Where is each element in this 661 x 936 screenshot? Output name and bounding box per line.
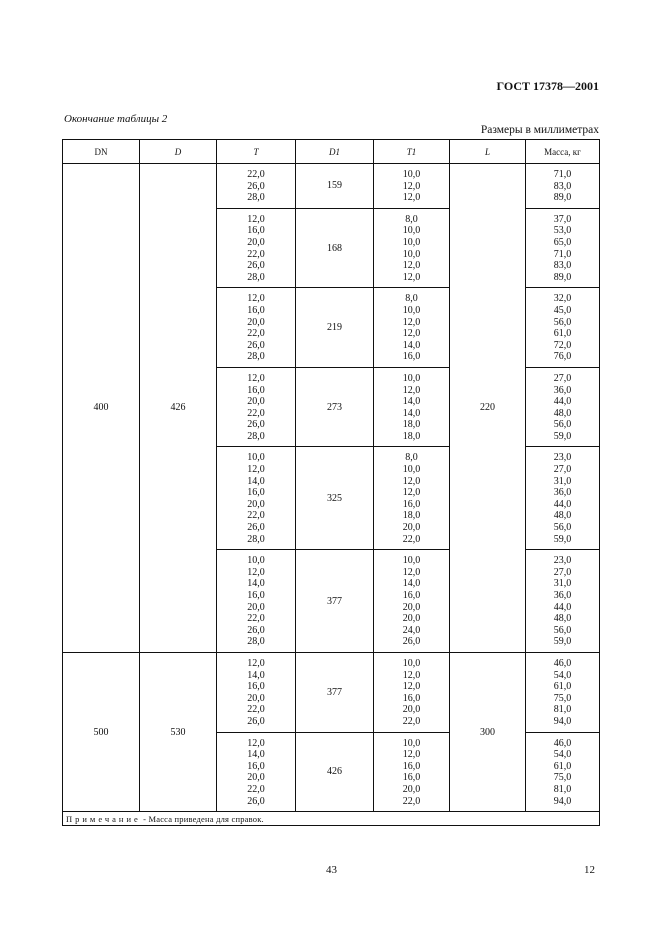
- t-cell-value: 12,0: [247, 213, 265, 225]
- t1-cell-value: 8,0: [405, 452, 418, 464]
- mass-cell-value: 46,0: [553, 657, 572, 669]
- t1-cell-value: 20,0: [402, 783, 421, 795]
- t1-cell-value: 18,0: [402, 419, 421, 431]
- mass-cell-value: 45,0: [553, 304, 572, 316]
- t1-cell: [374, 652, 450, 732]
- mass-cell-value: 65,0: [553, 236, 572, 248]
- t1-cell-value: 10,0: [402, 737, 421, 749]
- t1-cell-value: 10,0: [402, 236, 421, 248]
- mass-cell: [526, 652, 600, 732]
- t-cell-value: 16,0: [247, 384, 265, 396]
- mass-cell-value: 48,0: [553, 510, 572, 522]
- mass-cell-value: 94,0: [553, 795, 572, 807]
- table-row: [63, 652, 600, 732]
- mass-cell-value: 83,0: [553, 260, 572, 272]
- mass-cell-value: 31,0: [553, 475, 572, 487]
- t1-cell-value: 22,0: [402, 795, 421, 807]
- t-cell-value: 28,0: [247, 192, 265, 204]
- t1-cell-value: 10,0: [402, 464, 421, 476]
- t-cell-value: 16,0: [247, 304, 265, 316]
- d-cell: 530: [140, 652, 217, 811]
- t1-cell: [374, 732, 450, 812]
- mass-cell-value: 27,0: [553, 464, 572, 476]
- t1-cell-value: 16,0: [402, 498, 421, 510]
- t1-cell-value: 16,0: [402, 772, 421, 784]
- mass-cell-value: 48,0: [553, 407, 572, 419]
- mass-cell-value: 56,0: [553, 624, 572, 636]
- mass-cell-value: 32,0: [553, 293, 572, 305]
- t1-cell: [374, 208, 450, 288]
- mass-cell-value: 23,0: [553, 452, 572, 464]
- t-cell-value: 28,0: [247, 271, 265, 283]
- t-cell-value: 28,0: [247, 351, 265, 363]
- mass-cell-value: 75,0: [553, 692, 572, 704]
- t-cell-value: 22,0: [247, 328, 265, 340]
- t1-cell-value: 18,0: [402, 510, 421, 522]
- t1-cell: [374, 288, 450, 368]
- mass-cell-value: 59,0: [553, 430, 572, 442]
- t-cell-value: 28,0: [247, 636, 265, 648]
- l-cell: 300: [450, 652, 526, 811]
- t-cell-value: 16,0: [247, 590, 265, 601]
- t1-cell-value: 24,0: [402, 624, 421, 636]
- t-cell-value: 28,0: [247, 533, 265, 545]
- note-text: - Масса приведена для справок.: [140, 813, 264, 824]
- d1-cell: 377: [296, 550, 374, 653]
- mass-cell-value: 59,0: [553, 636, 572, 648]
- mass-cell-value: 72,0: [553, 339, 572, 351]
- dn-cell: 400: [63, 164, 140, 653]
- col-header-l: L: [450, 140, 526, 164]
- t1-cell-value: 14,0: [402, 578, 421, 590]
- t-cell-value: 16,0: [247, 681, 265, 693]
- page-number: 43: [326, 864, 337, 876]
- mass-cell-value: 81,0: [553, 783, 572, 795]
- t-cell-value: 22,0: [247, 169, 265, 180]
- t-cell-value: 14,0: [247, 475, 265, 487]
- t-cell-value: 16,0: [247, 487, 265, 499]
- t-cell-value: 20,0: [247, 772, 265, 784]
- mass-cell-value: 37,0: [553, 213, 572, 225]
- t1-cell-value: 20,0: [402, 522, 421, 534]
- t-cell-value: 10,0: [247, 555, 265, 567]
- mass-cell-value: 81,0: [553, 704, 572, 716]
- col-header-d1: D1: [296, 140, 374, 164]
- t-cell-value: 22,0: [247, 704, 265, 716]
- mass-cell-value: 54,0: [553, 669, 572, 681]
- t1-cell-value: 16,0: [402, 760, 421, 772]
- t1-cell-value: 14,0: [402, 396, 421, 408]
- mass-cell: [526, 164, 600, 209]
- table-note: [63, 812, 600, 826]
- t-cell-value: 26,0: [247, 339, 265, 351]
- table-body: [63, 164, 600, 812]
- t1-cell-value: 12,0: [402, 316, 421, 328]
- t-cell-value: 16,0: [247, 760, 265, 772]
- mass-cell-value: 75,0: [553, 772, 572, 784]
- t-cell-value: 12,0: [247, 657, 265, 669]
- t1-cell: [374, 367, 450, 447]
- mass-cell-value: 44,0: [553, 498, 572, 510]
- t1-cell-value: 12,0: [402, 749, 421, 761]
- t1-cell-value: 12,0: [402, 192, 421, 204]
- mass-cell-value: 61,0: [553, 328, 572, 340]
- t-cell-value: 26,0: [247, 180, 265, 192]
- t-cell-value: 12,0: [247, 566, 265, 578]
- mass-cell-value: 76,0: [553, 351, 572, 363]
- t1-cell-value: 12,0: [402, 475, 421, 487]
- t-cell-value: 14,0: [247, 749, 265, 761]
- t1-cell-value: 26,0: [402, 636, 421, 648]
- t-cell-value: 26,0: [247, 522, 265, 534]
- mass-cell-value: 61,0: [553, 760, 572, 772]
- col-header-t: T: [217, 140, 296, 164]
- t-cell: [217, 288, 296, 368]
- t-cell-value: 20,0: [247, 396, 265, 408]
- mass-cell-value: 36,0: [553, 487, 572, 499]
- t1-cell-value: 10,0: [402, 657, 421, 669]
- d1-cell: 219: [296, 288, 374, 368]
- t1-cell-value: 20,0: [402, 601, 421, 613]
- t-cell-value: 12,0: [247, 464, 265, 476]
- mass-cell-value: 59,0: [553, 533, 572, 545]
- mass-cell-value: 27,0: [553, 566, 572, 578]
- t-cell-value: 12,0: [247, 293, 265, 305]
- t1-cell-value: 16,0: [402, 351, 421, 363]
- t1-cell-value: 10,0: [402, 372, 421, 384]
- t1-cell-value: 20,0: [402, 704, 421, 716]
- d1-cell: 168: [296, 208, 374, 288]
- t-cell-value: 12,0: [247, 372, 265, 384]
- t-cell-value: 10,0: [247, 452, 265, 464]
- t1-cell-value: 10,0: [402, 304, 421, 316]
- t1-cell-value: 8,0: [405, 293, 418, 305]
- t1-cell-value: 12,0: [402, 681, 421, 693]
- t1-cell-value: 14,0: [402, 339, 421, 351]
- t-cell-value: 14,0: [247, 669, 265, 681]
- t-cell-value: 22,0: [247, 510, 265, 522]
- t-cell: [217, 164, 296, 209]
- t1-cell-value: 18,0: [402, 430, 421, 442]
- t1-cell-value: 20,0: [402, 613, 421, 625]
- mass-cell: [526, 367, 600, 447]
- t-cell-value: 28,0: [247, 430, 265, 442]
- mass-cell-value: 56,0: [553, 419, 572, 431]
- mass-cell-value: 46,0: [553, 737, 572, 749]
- t-cell-value: 22,0: [247, 613, 265, 625]
- t-cell-value: 22,0: [247, 248, 265, 260]
- mass-cell: [526, 732, 600, 812]
- t-cell: [217, 550, 296, 653]
- t1-cell-value: 8,0: [405, 213, 418, 225]
- units-label: Размеры в миллиметрах: [480, 124, 599, 136]
- standard-number: ГОСТ 17378—2001: [496, 79, 599, 93]
- mass-cell: [526, 208, 600, 288]
- col-header-d: D: [140, 140, 217, 164]
- t-cell-value: 12,0: [247, 737, 265, 749]
- header-row: [63, 140, 600, 164]
- mass-cell-value: 27,0: [553, 372, 572, 384]
- t1-cell-value: 12,0: [402, 328, 421, 340]
- t-cell-value: 20,0: [247, 498, 265, 510]
- sheet-number: 12: [584, 864, 595, 876]
- t-cell-value: 26,0: [247, 624, 265, 636]
- note-row: [63, 812, 600, 826]
- t-cell: [217, 447, 296, 550]
- t-cell: [217, 652, 296, 732]
- mass-cell-value: 71,0: [553, 169, 572, 180]
- t-cell-value: 22,0: [247, 407, 265, 419]
- t-cell-value: 26,0: [247, 715, 265, 727]
- l-cell: 220: [450, 164, 526, 653]
- mass-cell: [526, 447, 600, 550]
- mass-cell-value: 89,0: [553, 192, 572, 204]
- col-header-dn: DN: [63, 140, 140, 164]
- t-cell: [217, 208, 296, 288]
- t1-cell-value: 14,0: [402, 407, 421, 419]
- t1-cell-value: 10,0: [402, 169, 421, 180]
- mass-cell-value: 48,0: [553, 613, 572, 625]
- t-cell-value: 20,0: [247, 692, 265, 704]
- t1-cell-value: 12,0: [402, 180, 421, 192]
- d-cell: 426: [140, 164, 217, 653]
- t1-cell-value: 10,0: [402, 248, 421, 260]
- mass-cell-value: 83,0: [553, 180, 572, 192]
- mass-cell: [526, 288, 600, 368]
- t-cell-value: 20,0: [247, 236, 265, 248]
- t1-cell: [374, 447, 450, 550]
- mass-cell-value: 23,0: [553, 555, 572, 567]
- mass-cell-value: 56,0: [553, 316, 572, 328]
- mass-cell-value: 31,0: [553, 578, 572, 590]
- t-cell: [217, 367, 296, 447]
- t-cell-value: 22,0: [247, 783, 265, 795]
- mass-cell-value: 56,0: [553, 522, 572, 534]
- d1-cell: 273: [296, 367, 374, 447]
- t1-cell-value: 16,0: [402, 692, 421, 704]
- table-caption: Окончание таблицы 2: [64, 113, 168, 125]
- note-label: Примечание: [66, 813, 141, 824]
- t1-cell-value: 10,0: [402, 225, 421, 237]
- t1-cell-value: 12,0: [402, 271, 421, 283]
- d1-cell: 377: [296, 652, 374, 732]
- mass-cell-value: 36,0: [553, 384, 572, 396]
- t1-cell-value: 12,0: [402, 566, 421, 578]
- t-cell-value: 20,0: [247, 316, 265, 328]
- dn-cell: 500: [63, 652, 140, 811]
- t1-cell-value: 12,0: [402, 487, 421, 499]
- mass-cell-value: 54,0: [553, 749, 572, 761]
- t1-cell-value: 12,0: [402, 669, 421, 681]
- mass-cell-value: 94,0: [553, 715, 572, 727]
- col-header-t1: T1: [374, 140, 450, 164]
- dimensions-table: [62, 139, 600, 826]
- t-cell-value: 14,0: [247, 578, 265, 590]
- t-cell-value: 16,0: [247, 225, 265, 237]
- mass-cell-value: 53,0: [553, 225, 572, 237]
- mass-cell-value: 71,0: [553, 248, 572, 260]
- t1-cell-value: 22,0: [402, 715, 421, 727]
- t1-cell-value: 12,0: [402, 384, 421, 396]
- t1-cell-value: 10,0: [402, 555, 421, 567]
- t1-cell: [374, 550, 450, 653]
- t1-cell: [374, 164, 450, 209]
- t-cell: [217, 732, 296, 812]
- mass-cell-value: 44,0: [553, 601, 572, 613]
- mass-cell-value: 36,0: [553, 590, 572, 601]
- d1-cell: 426: [296, 732, 374, 812]
- t1-cell-value: 22,0: [402, 533, 421, 545]
- t-cell-value: 20,0: [247, 601, 265, 613]
- t-cell-value: 26,0: [247, 260, 265, 272]
- t-cell-value: 26,0: [247, 419, 265, 431]
- mass-cell: [526, 550, 600, 653]
- mass-cell-value: 89,0: [553, 271, 572, 283]
- d1-cell: 325: [296, 447, 374, 550]
- d1-cell: 159: [296, 164, 374, 209]
- mass-cell-value: 61,0: [553, 681, 572, 693]
- col-header-mass: Масса, кг: [526, 140, 600, 164]
- t1-cell-value: 12,0: [402, 260, 421, 272]
- t-cell-value: 26,0: [247, 795, 265, 807]
- t1-cell-value: 16,0: [402, 590, 421, 601]
- mass-cell-value: 44,0: [553, 396, 572, 408]
- table-row: [63, 164, 600, 209]
